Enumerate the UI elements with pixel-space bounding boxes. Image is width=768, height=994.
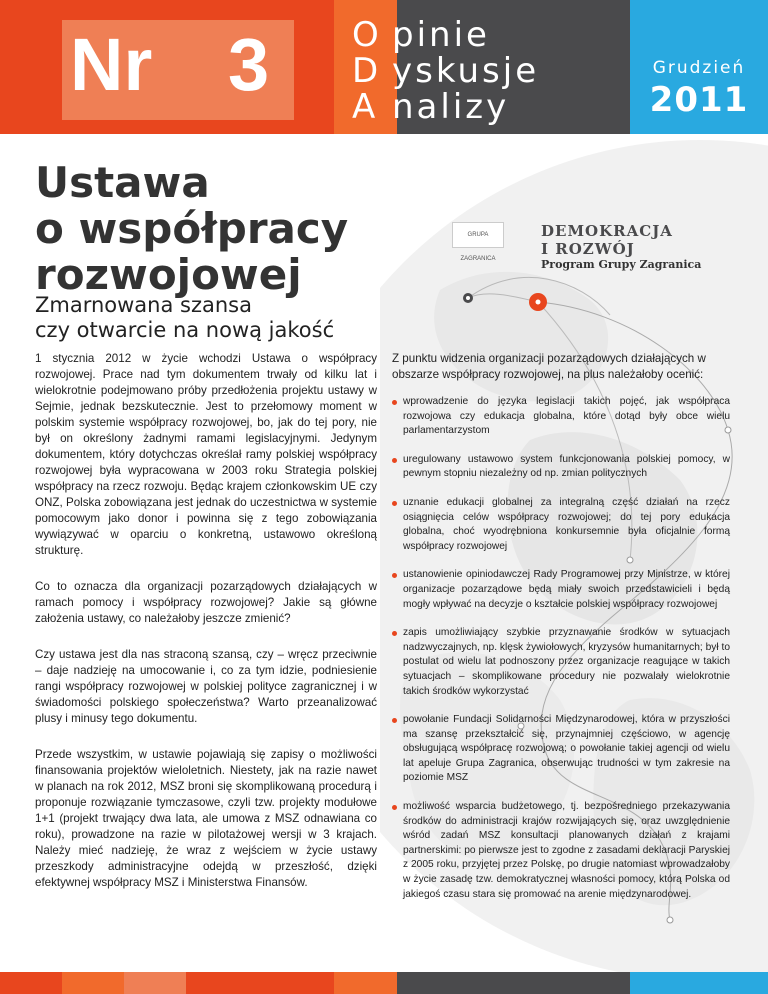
program-logo-title-line: I ROZWÓJ [541,240,635,258]
list-item [392,453,730,482]
right-column [392,351,730,916]
bullet-dot-icon [392,573,397,578]
paragraph: Przede wszystkim, w ustawie pojawiają się zapisy o możliwości finansowania projektów wieloletnich. Niestety, jak na razie nawet w planach na rok 2012, MSZ broni się skomplikowaną procedurą i proponuje rozwiązanie tymczasowe, czyli tzw. projekty modułowe 1+1 (projekt trwający dwa lata, ale umowa z MSZ odnawiana co roku), prowadzone na razie w pilotażowej wersji w 3 krajach. Należy mieć nadzieję, że wraz z wejściem w życie ustawy przeszkody administracyjne odejdą w przeszłość, dzięki efektywnej współpracy MSZ i Ministerstwa Finansów. [35,748,377,889]
series-word: nalizy [392,87,510,127]
series-line-dyskusje [352,51,540,91]
list-item-text: powołanie Fundacji Solidarności Międzynarodowej, która w przyszłości ma szansę przekształcić się, przynajmniej częściowo, w agencję obsługującą współpracę rozwojową; o powołanie takiej agencji od wielu lat apeluje Grupa Zagranica, obserwując trudności w tym zakresie na poziomie MSZ [403,714,730,784]
bullet-dot-icon [392,631,397,636]
grupa-zagranica-logo: GRUPA ZAGRANICA [452,222,504,248]
footer-strip-segment [0,972,62,994]
article-title [35,160,348,298]
advantages-list [392,395,730,902]
issue-label: Nr [70,23,153,106]
series-line-analizy [352,87,510,127]
list-item [392,626,730,699]
footer-color-strip [0,972,768,994]
footer-strip-segment [397,972,630,994]
footer-strip-segment [334,972,397,994]
footer-strip-segment [62,972,124,994]
bullet-dot-icon [392,805,397,810]
list-item-text: ustanowienie opiniodawczej Rady Programowej przy Ministrze, w której organizacje pozarządowe będą miały swoich przedstawicieli i będą mogły wpływać na decyzje o kształcie polskiej współpracy rozwojowej [403,569,730,610]
list-item-text: wprowadzenie do języka legislacji takich pojęć, jak współpraca rozwojowa czy edukacja globalna, które dotąd były obce wielu parlamentarzystom [403,396,730,437]
list-item [392,496,730,554]
footer-strip-segment [630,972,768,994]
bullet-dot-icon [392,718,397,723]
list-item [392,713,730,786]
paragraph: Czy ustawa jest dla nas straconą szansą, czy – wręcz przeciwnie – daje nadzieję na umocowanie i, co za tym idzie, podniesienie rangi współpracy rozwojowej w polskiej polityce zagranicznej i w świadomości polskiego społeczeństwa? Warto przeanalizować plusy i minusy tego dokumentu. [35,648,377,725]
article-subtitle-line: czy otwarcie na nową jakość [35,318,335,342]
list-item [392,395,730,439]
article-subtitle-line: Zmarnowana szansa [35,293,252,317]
list-item-text: uznanie edukacji globalnej za integralną część działań na rzecz osiągnięcia celów współpracy rozwojowej; do tej pory edukacja globalna, choć wyodrębniona konkursemnie była oficjalnie formą współpracy rozwojowej [403,496,730,552]
issue-year: 2011 [649,80,749,120]
issue-number: 3 [228,23,270,106]
bullet-dot-icon [392,458,397,463]
list-item-text: zapis umożliwiający szybkie przyznawanie środków w sytuacjach nadzwyczajnych, np. klęsk żywiołowych, kryzysów humanitarnych; był to postulat od wielu lat podnoszony przez organizacje reagujące w takich sytuacjach – skomplikowane procedury nie pozwalały wielokrotnie takich środków wykorzystać [403,627,730,697]
left-column [35,351,377,911]
list-item [392,800,730,902]
list-item [392,568,730,612]
series-initial: D [352,51,382,91]
series-line-opinie [352,15,490,55]
program-logo-subtitle: Program Grupy Zagranica [541,258,702,271]
series-initial: O [352,15,382,55]
article-title-line: o współpracy [35,204,349,253]
article-title-line: Ustawa [35,158,210,207]
series-word: yskusje [392,51,540,91]
masthead [0,0,768,134]
article-subtitle [35,293,334,343]
paragraph: Co to oznacza dla organizacji pozarządowych działających w ramach pomocy i współpracy rozwojowej? Jakie są główne założenia ustawy, co należałoby jeszcze zmienić? [35,580,377,625]
paragraph: 1 stycznia 2012 w życie wchodzi Ustawa o współpracy rozwojowej. Prace nad tym dokumentem trwały od kilku lat i wielokrotnie podejmowano próby przedłożenia projektu ustawy w Sejmie, jednak bezskutecznie. Jest to przełomowy moment w polskim systemie współpracy rozwojowej, bo, jak do tej pory, nie był on określony żadnymi ramami legislacyjnymi. Jedynym dokumentem, który dotychczas określał ramy polskiej współpracy rozwojowej była wypracowana w 2003 roku Strategia polskiej współpracy na rzecz rozwoju. Będąc krajem członkowskim UE czy ONZ, Polska zobowiązana jest jednak do uczestnictwa w systemie pomocowym jako donor i powinna się z tego zobowiązania wywiązywać w oparciu o konkretną, ustawowo określoną strukturę. [35,352,377,557]
list-item-text: uregulowany ustawowo system funkcjonowania polskiej pomocy, w pewnym stopniu niezależny od np. zmian politycznych [403,453,730,480]
program-logo-title-line: DEMOKRACJA [541,222,673,240]
footer-strip-segment [124,972,186,994]
article-title-line: rozwojowej [35,250,302,299]
bullet-dot-icon [392,501,397,506]
issue-month: Grudzień [652,58,746,78]
bullet-dot-icon [392,400,397,405]
series-initial: A [352,87,379,127]
series-word: pinie [392,15,490,55]
list-item-text: możliwość wsparcia budżetowego, tj. bezpośredniego przekazywania środków do administracji krajów rozwijających się, oraz uwzględnienie wśród zadań MSZ konsultacji planowanych działań z krajami partnerskimi: po pierwsze jest to zgodne z zasadami deklaracji Paryskiej z 2005 roku, przyjętej przez Polskę, po drugie natomiast wprowadzałoby w życie zasadę tzw. demokratycznej własności pomocy, którą Polska od jakiegoś czasu stara się promować na arenie międzynarodowej. [403,801,730,900]
bullets-intro: Z punktu widzenia organizacji pozarządowych działających w obszarze współpracy rozwojowej, na plus należałoby ocenić: [392,352,706,381]
footer-strip-segment [186,972,334,994]
program-logo-title [541,222,673,258]
